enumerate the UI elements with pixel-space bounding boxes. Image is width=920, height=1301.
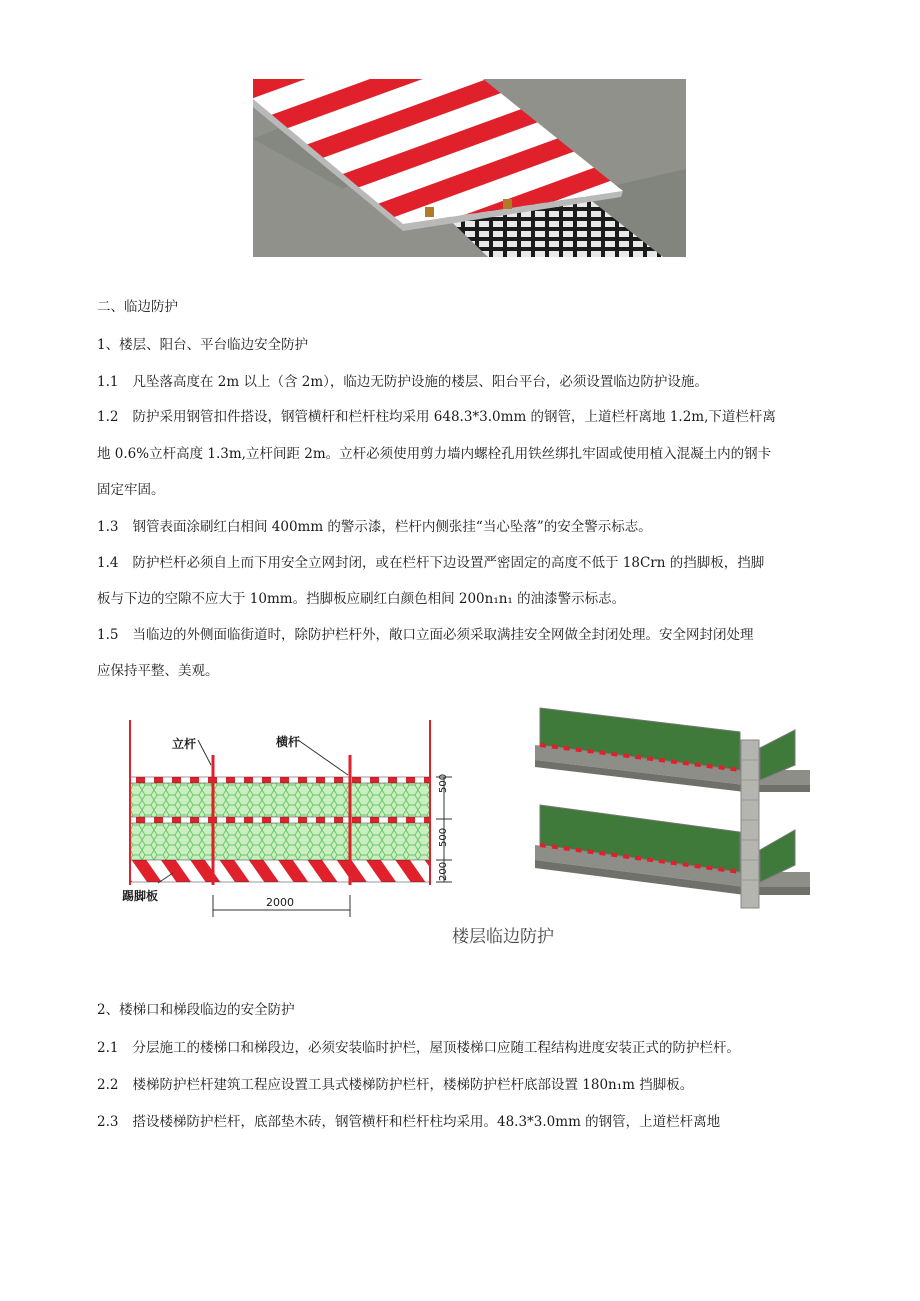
item-text: 搭设楼梯防护栏杆，底部垫木砖，钢管横杆和栏杆柱均采用。48.3*3.0mm 的钢管，上道栏杆离地 [132, 1114, 721, 1130]
dim-span: 2000 [266, 896, 294, 909]
item-1-5 [97, 625, 857, 645]
item-1-2-cont: 固定牢固。 [97, 482, 165, 498]
item-number: 1.5 [97, 627, 119, 643]
item-1-3 [97, 517, 857, 537]
item-1-2-cont: 地 0.6%立杆高度 1.3m,立杆间距 2m。立杆必须使用剪力墙内螺栓孔用铁丝绑扎牢固或使用植入混凝土内的钢卡 [97, 446, 772, 462]
subsection-heading-2: 2、楼梯口和梯段临边的安全防护 [97, 1002, 295, 1018]
item-number: 2.2 [97, 1077, 119, 1093]
item-number: 2.3 [97, 1114, 119, 1130]
section-heading: 二、临边防护 [97, 299, 178, 315]
item-text: 防护栏杆必须自上而下用安全立网封闭，或在栏杆下边设置严密固定的高度不低于 18Crn 的挡脚板，挡脚 [132, 555, 765, 571]
item-text: 楼梯防护栏杆建筑工程应设置工具式楼梯防护栏杆，楼梯防护栏杆底部设置 180n₁m 挡脚板。 [132, 1077, 694, 1093]
label-toeboard: 踢脚板 [122, 889, 159, 903]
railing-3d-render-icon [525, 700, 825, 920]
edge-protection-drawing [118, 715, 470, 940]
item-text: 钢管表面涂刷红白相间 400mm 的警示漆，栏杆内侧张挂“当心坠落”的安全警示标志。 [132, 519, 652, 535]
item-text: 分层施工的楼梯口和梯段边，必须安装临时护栏，屋顶楼梯口应随工程结构进度安装正式的防护栏杆。 [132, 1040, 740, 1056]
item-number: 1.3 [97, 519, 119, 535]
item-2-3 [97, 1112, 857, 1132]
edge-protection-3d [525, 700, 825, 920]
item-1-4 [97, 553, 857, 573]
item-1-4-cont: 板与下边的空隙不应大于 10mm。挡脚板应刷红白颜色相间 200n₁n₁ 的油漆警示标志。 [97, 591, 626, 607]
item-text: 防护采用钢管扣件搭设，钢管横杆和栏杆柱均采用 648.3*3.0mm 的钢管，上道栏杆离地 1.2m,下道栏杆离 [132, 409, 776, 425]
label-post: 立杆 [172, 737, 197, 751]
subsection-heading-1: 1、楼层、阳台、平台临边安全防护 [97, 337, 309, 353]
item-1-1 [97, 372, 857, 392]
hole-cover-figure [253, 79, 686, 257]
item-number: 1.2 [97, 409, 119, 425]
dim-mid: 500 [438, 827, 449, 847]
dim-bottom: 200 [438, 861, 449, 881]
hole-cover-photo-icon [253, 79, 686, 257]
item-1-5-cont: 应保持平整、美观。 [97, 663, 219, 679]
dim-top: 500 [438, 773, 449, 793]
item-2-1 [97, 1038, 857, 1058]
figure-caption: 楼层临边防护 [452, 927, 554, 947]
item-text: 凡坠落高度在 2m 以上（含 2m），临边无防护设施的楼层、阳台平台，必须设置临边防护设施。 [132, 374, 708, 390]
item-1-2 [97, 407, 857, 427]
label-rail: 横杆 [276, 735, 301, 749]
item-2-2 [97, 1075, 857, 1095]
item-number: 1.1 [97, 374, 119, 390]
item-number: 1.4 [97, 555, 119, 571]
item-text: 当临边的外侧面临街道时，除防护栏杆外，敞口立面必须采取满挂安全网做全封闭处理。安全网封闭处理 [132, 627, 754, 643]
item-number: 2.1 [97, 1040, 119, 1056]
